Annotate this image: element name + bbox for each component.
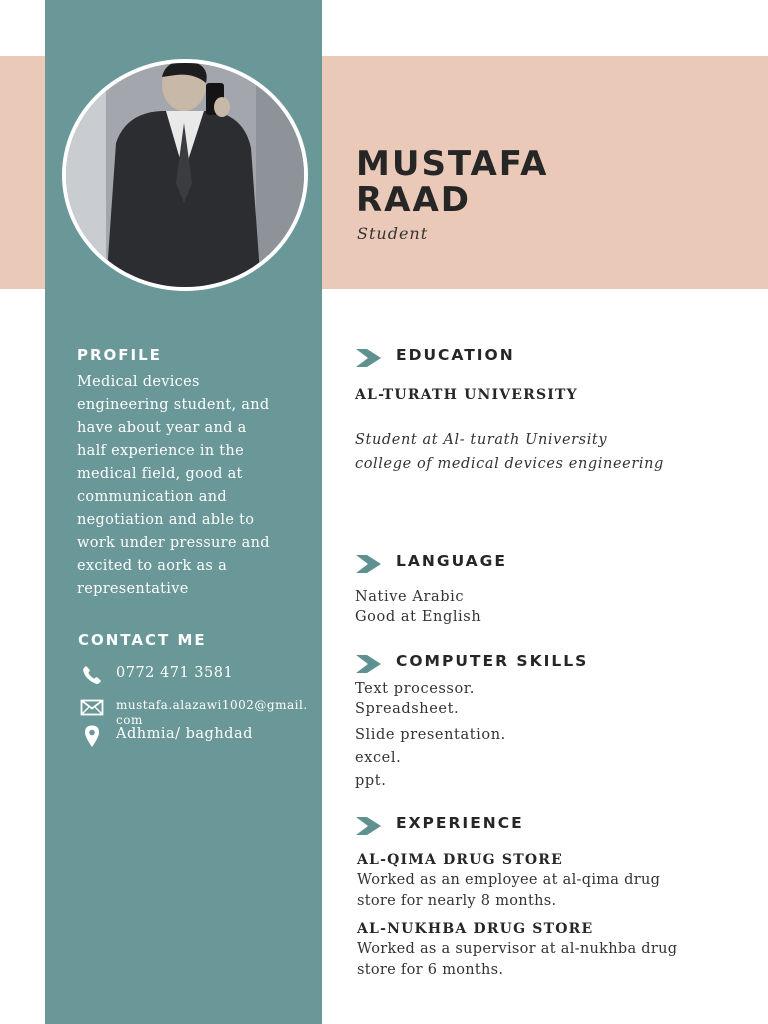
candidate-title: Student (357, 224, 429, 243)
profile-line: engineering student, and (77, 397, 270, 413)
job-company: AL-NUKHBA DRUG STORE (357, 921, 594, 937)
skill-item: Slide presentation. (355, 727, 506, 743)
job-description-line: Worked as a supervisor at al-nukhba drug (357, 941, 678, 957)
name-line-1: MUSTAFA (356, 144, 549, 184)
chevron-right-icon (356, 816, 382, 836)
chevron-right-icon (356, 348, 382, 368)
address: Adhmia/ baghdad (116, 726, 253, 742)
skill-item: Text processor. (355, 681, 475, 697)
profile-text (77, 371, 302, 601)
education-heading-label: EDUCATION (396, 346, 515, 364)
chevron-right-icon (356, 554, 382, 574)
skill-item: ppt. (355, 773, 387, 789)
profile-line: negotiation and able to (77, 512, 255, 528)
job-description-line: Worked as an employee at al-qima drug (357, 872, 661, 888)
candidate-name (356, 146, 548, 218)
language-heading-label: LANGUAGE (396, 552, 507, 570)
profile-line: work under pressure and (77, 535, 270, 551)
contact-heading: CONTACT ME (78, 631, 207, 649)
contact-address (80, 724, 320, 750)
contact-phone (80, 663, 320, 687)
chevron-right-icon (356, 654, 382, 674)
email-address[interactable]: mustafa.alazawi1002@gmail.com (116, 698, 308, 727)
profile-line: half experience in the (77, 443, 244, 459)
profile-line: excited to aork as a (77, 558, 228, 574)
job-description-line: store for 6 months. (357, 962, 504, 978)
experience-heading-label: EXPERIENCE (396, 814, 524, 832)
profile-line: representative (77, 581, 189, 597)
phone-number[interactable]: 0772 471 3581 (116, 665, 234, 681)
envelope-icon (80, 696, 104, 720)
profile-line: have about year and a (77, 420, 247, 436)
profile-heading: PROFILE (77, 346, 162, 364)
skill-item: excel. (355, 750, 402, 766)
job-company: AL-QIMA DRUG STORE (357, 852, 563, 868)
language-item: Good at English (355, 609, 482, 625)
person-photo-illustration (66, 63, 304, 287)
profile-photo (62, 59, 308, 291)
phone-icon (80, 663, 104, 687)
name-line-2: RAAD (356, 180, 472, 220)
education-institution: AL-TURATH UNIVERSITY (355, 387, 578, 403)
education-description-line-2: college of medical devices engineering (355, 456, 664, 472)
education-description-line-1: Student at Al- turath University (355, 432, 608, 448)
profile-line: medical field, good at (77, 466, 243, 482)
profile-line: communication and (77, 489, 227, 505)
job-description-line: store for nearly 8 months. (357, 893, 557, 909)
skill-item: Spreadsheet. (355, 701, 460, 717)
map-pin-icon (80, 724, 104, 748)
profile-line: Medical devices (77, 374, 200, 390)
computer-skills-heading-label: COMPUTER SKILLS (396, 652, 589, 670)
language-item: Native Arabic (355, 589, 465, 605)
